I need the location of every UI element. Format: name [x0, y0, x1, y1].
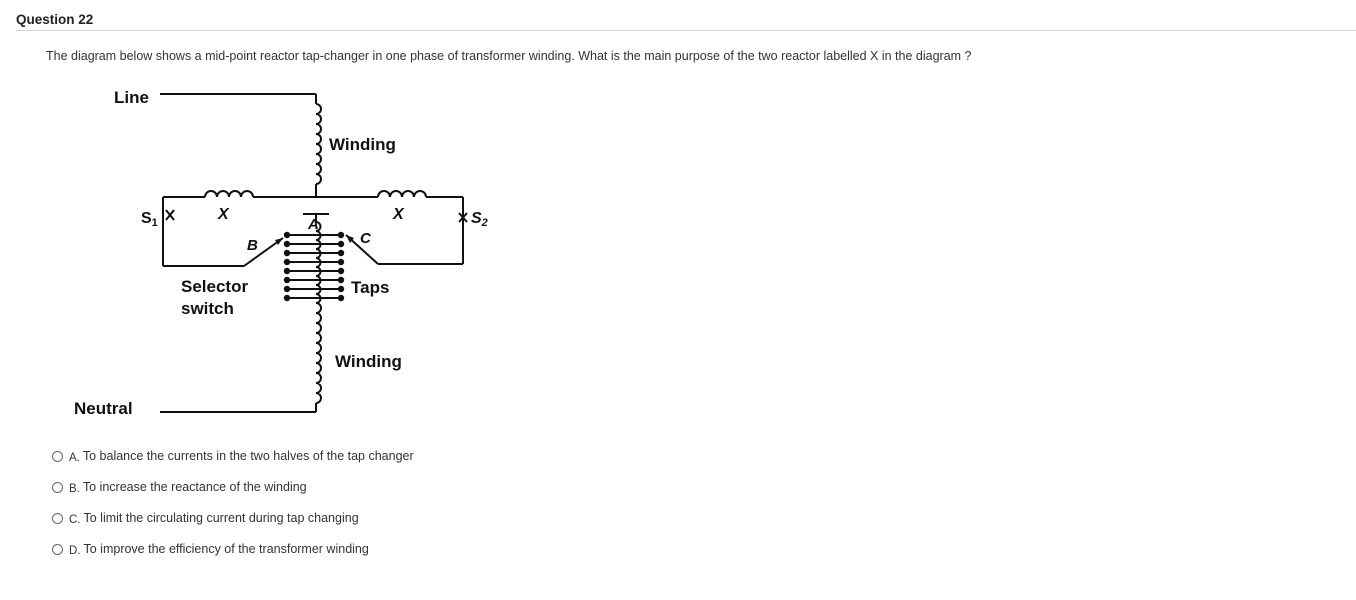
answer-options — [52, 448, 414, 572]
option-d-text: To improve the efficiency of the transformer winding — [83, 542, 369, 556]
bottom-winding-coil — [316, 303, 321, 403]
option-b-letter: B. — [69, 483, 80, 495]
label-winding-top: Winding — [329, 135, 396, 154]
label-line: Line — [114, 88, 149, 107]
option-a[interactable] — [52, 448, 414, 479]
option-c-letter: C. — [69, 514, 81, 526]
label-s1: S1 — [141, 210, 158, 229]
left-reactor-x — [205, 191, 253, 197]
option-b-text: To increase the reactance of the winding — [82, 480, 307, 494]
label-a: A — [308, 216, 319, 233]
option-d-letter: D. — [69, 545, 81, 557]
label-selector-line2: switch — [181, 299, 234, 318]
label-x-left: X — [218, 206, 229, 223]
top-winding-coil — [316, 104, 321, 184]
question-title: Question 22 — [16, 12, 94, 27]
label-winding-bottom: Winding — [335, 352, 402, 371]
label-selector-line1: Selector — [181, 277, 249, 296]
radio-a[interactable] — [52, 451, 63, 462]
right-reactor-x — [378, 191, 426, 197]
radio-d[interactable] — [52, 544, 63, 555]
label-c: C — [360, 230, 371, 247]
label-taps: Taps — [351, 278, 390, 297]
label-x-right: X — [393, 206, 404, 223]
label-b: B — [247, 237, 258, 254]
option-c[interactable] — [52, 510, 414, 541]
option-a-letter: A. — [69, 452, 80, 464]
label-neutral: Neutral — [74, 399, 133, 418]
option-d[interactable] — [52, 541, 414, 572]
option-c-text: To limit the circulating current during tap changing — [83, 511, 359, 525]
radio-b[interactable] — [52, 482, 63, 493]
option-a-text: To balance the currents in the two halves of the tap changer — [82, 449, 414, 463]
radio-c[interactable] — [52, 513, 63, 524]
label-s2: S2 — [471, 210, 488, 229]
question-text: The diagram below shows a mid-point reactor tap-changer in one phase of transformer winding. What is the main purpose of the two reactor labelled X in the diagram ? — [46, 49, 972, 63]
option-b[interactable] — [52, 479, 414, 510]
